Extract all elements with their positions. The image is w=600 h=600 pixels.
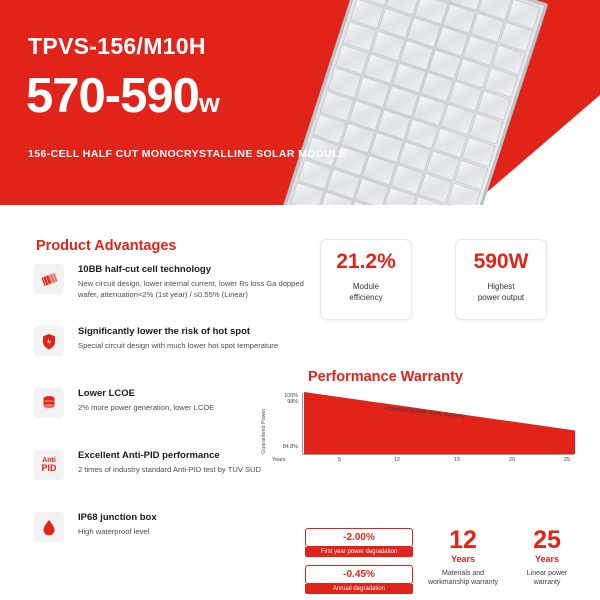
chart-annotation: POWERTRONIK linear warranty <box>384 406 466 420</box>
warranty-badge-linear <box>508 528 586 588</box>
hero-banner <box>0 0 600 205</box>
x-tick: 20 <box>509 457 515 463</box>
power-range-unit: w <box>198 88 219 118</box>
list-item <box>34 512 306 558</box>
x-tick: 5 <box>338 457 341 463</box>
chart-x-axis <box>272 457 574 469</box>
chart-plot-area <box>302 393 574 455</box>
warranty-desc-line1: Materials and <box>441 570 485 577</box>
degradation-caption-first-year: First year power degradation <box>305 547 413 557</box>
product-subtitle: 156-CELL HALF CUT MONOCRYSTALLINE SOLAR MODULE <box>28 148 347 160</box>
stat-label-line1: Module <box>352 282 380 291</box>
x-tick: 15 <box>454 457 460 463</box>
warranty-badge-materials <box>424 528 502 588</box>
stat-label <box>456 282 546 304</box>
warranty-desc-line2: warranty <box>533 579 561 587</box>
warranty-years-unit: Years <box>534 554 560 564</box>
advantage-body: High waterproof level <box>78 527 150 536</box>
anti-pid-line2: PID <box>41 462 57 473</box>
product-model: TPVS-156/M10H <box>28 33 206 59</box>
performance-warranty-chart <box>258 391 584 477</box>
list-item <box>34 326 306 372</box>
x-tick: 25 <box>564 457 570 463</box>
coins-icon <box>34 388 64 418</box>
advantage-heading: Significantly lower the risk of hot spot <box>78 326 251 337</box>
y-tick: 98% <box>287 399 298 405</box>
water-drop-icon <box>34 512 64 542</box>
cell-icon <box>34 264 64 294</box>
chart-y-ticks <box>272 393 298 450</box>
warranty-years-unit: Years <box>450 554 476 564</box>
degradation-value-annual: -0.45% <box>305 565 413 584</box>
power-range-value: 570-590 <box>26 69 199 123</box>
stat-label <box>321 282 411 304</box>
advantages-title: Product Advantages <box>36 238 177 254</box>
stat-value: 590W <box>473 250 529 273</box>
anti-pid-line1: Anti <box>42 456 56 464</box>
advantage-heading: Excellent Anti-PID performance <box>78 450 220 461</box>
warranty-title: Performance Warranty <box>308 369 463 385</box>
x-tick: 12 <box>394 457 400 463</box>
warranty-desc-line2: workmanship warranty <box>427 579 499 587</box>
advantage-body: 2% more power generation, lower LCOE <box>78 403 215 412</box>
list-item <box>34 264 306 310</box>
stat-value: 21.2% <box>336 250 396 273</box>
stat-module-efficiency <box>320 239 412 320</box>
warranty-desc-line1: Linear power <box>526 570 568 577</box>
warranty-years-number: 25 <box>533 526 561 554</box>
advantage-body: 2 times of industry standard Anti-PID test by TUV SUD <box>78 465 262 474</box>
shield-icon <box>34 326 64 356</box>
degradation-badges <box>305 528 413 600</box>
y-tick: 84.8% <box>282 444 298 450</box>
degradation-value-first-year: -2.00% <box>305 528 413 547</box>
stat-highest-power-output <box>455 239 547 320</box>
anti-pid-icon <box>34 450 64 480</box>
advantage-heading: IP68 junction box <box>78 512 157 523</box>
power-range <box>26 69 219 123</box>
advantage-body: New circuit design, lower internal current, lower Rs loss Ga dopped wafer, attenuation<2% (1st year) / ≤0.55% (Linear) <box>78 279 304 299</box>
advantage-body: Special circuit design with much lower hot spot temperature <box>78 341 279 350</box>
stat-label-line1: Highest <box>487 282 515 291</box>
warranty-years-number: 12 <box>449 526 477 554</box>
warranty-years-desc <box>508 569 586 588</box>
chart-y-axis-label: Guaranteed Power <box>261 408 267 454</box>
advantage-heading: Lower LCOE <box>78 388 136 399</box>
degradation-caption-annual: Annual degradation <box>305 584 413 594</box>
advantage-heading: 10BB half-cut cell technology <box>78 264 212 275</box>
warranty-years-desc <box>424 569 502 588</box>
x-axis-label: Years <box>272 457 286 463</box>
stat-label-line2: power output <box>477 292 525 302</box>
anti-pid-icon-text <box>41 457 56 474</box>
linear-warranty-area <box>304 392 575 454</box>
y-tick: 100% <box>284 393 298 399</box>
stat-label-line2: efficiency <box>349 292 383 302</box>
